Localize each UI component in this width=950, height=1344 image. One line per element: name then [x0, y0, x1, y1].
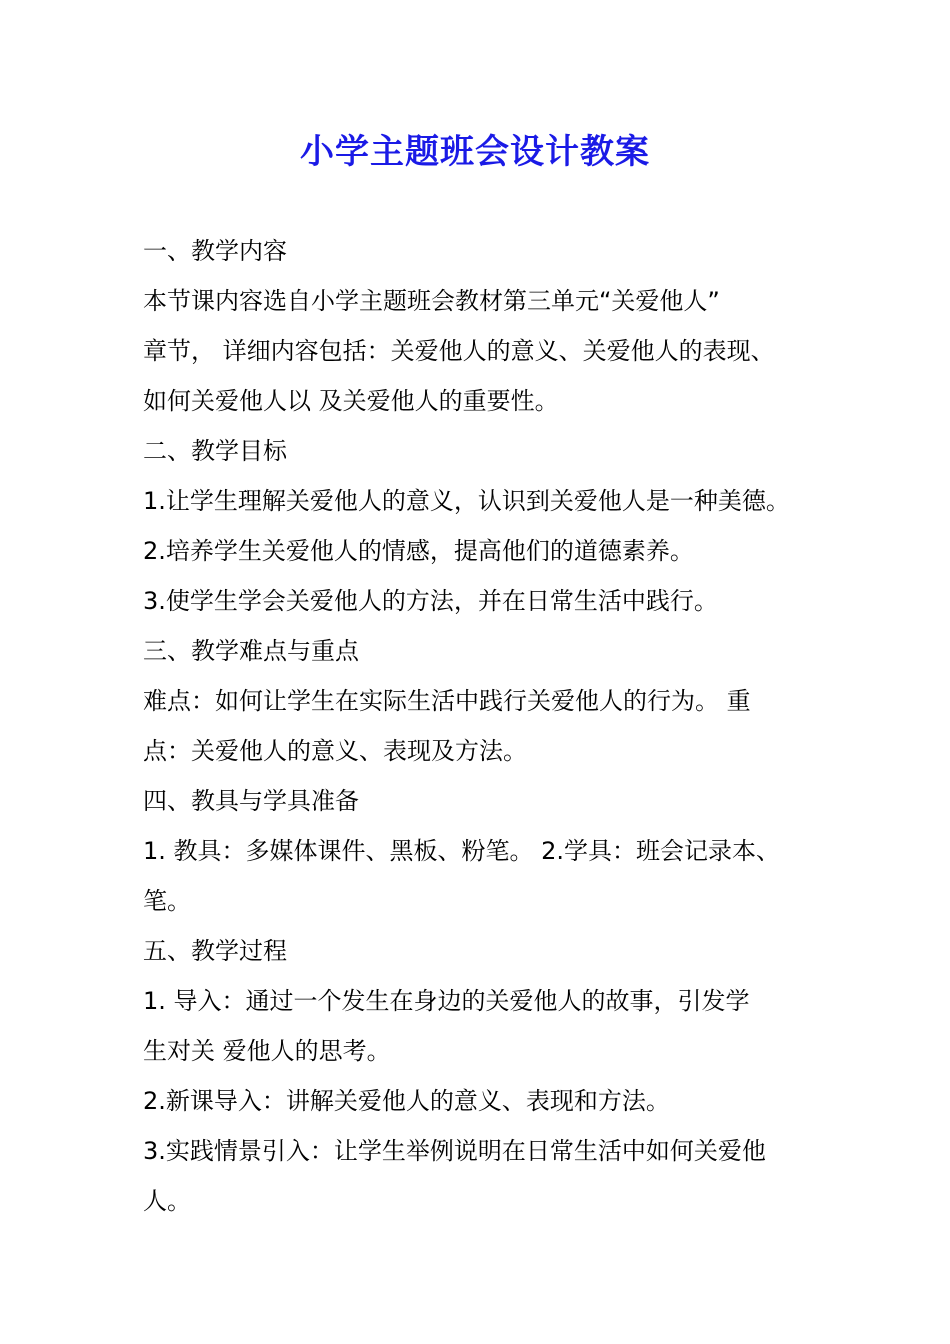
paragraph-line: 笔。 — [143, 887, 191, 915]
paragraph-line: 点：关爱他人的意义、表现及方法。 — [143, 737, 527, 765]
process-item: 2.新课导入：讲解关爱他人的意义、表现和方法。 — [143, 1087, 670, 1115]
paragraph-line: 章节， 详细内容包括：关爱他人的意义、关爱他人的表现、 — [143, 337, 775, 365]
section-heading-content: 一、教学内容 — [143, 237, 287, 265]
section-heading-process: 五、教学过程 — [143, 937, 287, 965]
paragraph-line: 1. 教具：多媒体课件、黑板、粉笔。 2.学具：班会记录本、 — [143, 837, 781, 865]
objective-item: 2.培养学生关爱他人的情感，提高他们的道德素养。 — [143, 537, 694, 565]
section-heading-objectives: 二、教学目标 — [143, 437, 287, 465]
objective-item: 1.让学生理解关爱他人的意义，认识到关爱他人是一种美德。 — [143, 487, 790, 515]
process-item: 1. 导入：通过一个发生在身边的关爱他人的故事，引发学 — [143, 987, 750, 1015]
document-body — [143, 226, 833, 1226]
objective-item: 3.使学生学会关爱他人的方法，并在日常生活中践行。 — [143, 587, 718, 615]
section-heading-key-points: 三、教学难点与重点 — [143, 637, 359, 665]
paragraph-line: 如何关爱他人以 及关爱他人的重要性。 — [143, 387, 559, 415]
process-item: 生对关 爱他人的思考。 — [143, 1037, 391, 1065]
process-item: 人。 — [143, 1187, 191, 1215]
section-heading-materials: 四、教具与学具准备 — [143, 787, 359, 815]
paragraph-line: 本节课内容选自小学主题班会教材第三单元“关爱他人” — [143, 287, 720, 315]
paragraph-line: 难点：如何让学生在实际生活中践行关爱他人的行为。 重 — [143, 687, 751, 715]
process-item: 3.实践情景引入：让学生举例说明在日常生活中如何关爱他 — [143, 1137, 766, 1165]
document-title: 小学主题班会设计教案 — [300, 132, 650, 172]
